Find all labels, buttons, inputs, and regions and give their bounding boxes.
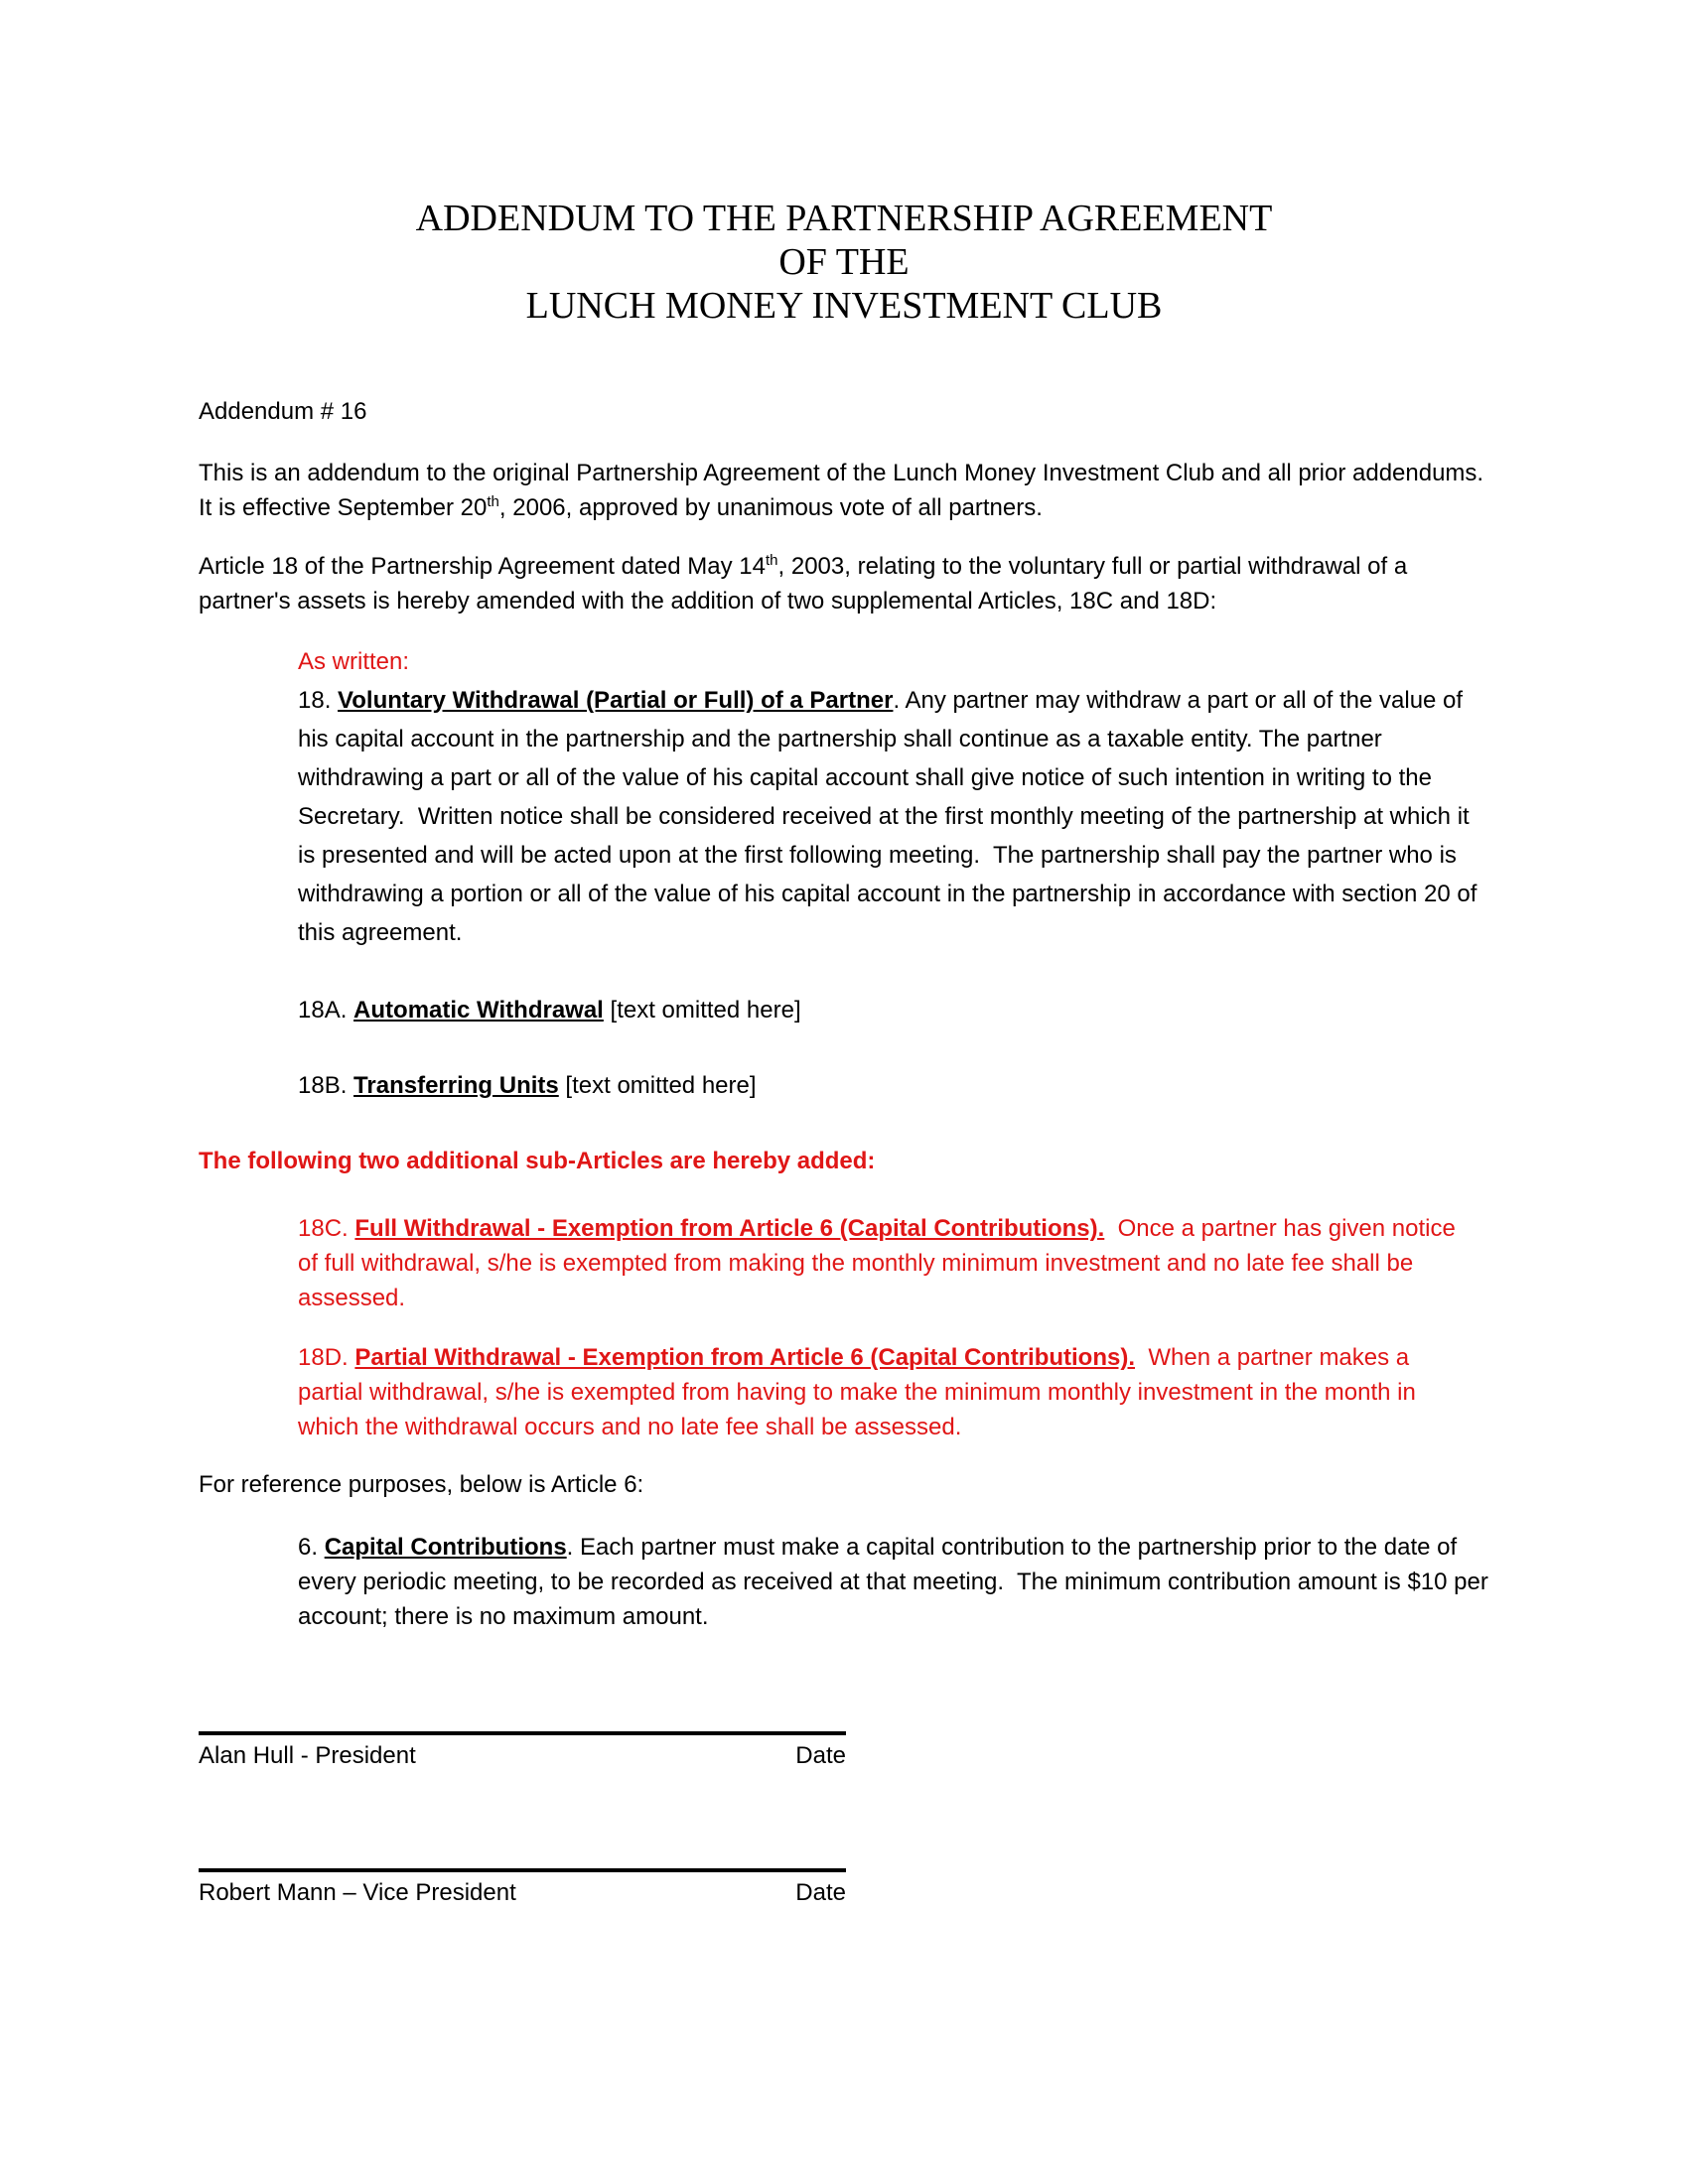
paragraph-amendment-text-after: , 2003, relating to the voluntary full or partial withdrawal of a partner's assets is hereby amended with the addition of two supplemental Articles, 18C and 18D: bbox=[199, 553, 1414, 614]
article-18b-number: 18B. bbox=[298, 1072, 354, 1099]
article-18d-heading: Partial Withdrawal - Exemption from Article 6 (Capital Contributions). bbox=[354, 1344, 1136, 1371]
addendum-number: Addendum # 16 bbox=[199, 398, 367, 425]
ordinal-superscript: th bbox=[766, 552, 778, 569]
signature-row bbox=[199, 1735, 846, 1773]
article-6-heading: Capital Contributions bbox=[324, 1534, 567, 1561]
signer-name-vice-president: Robert Mann – Vice President bbox=[199, 1879, 516, 1906]
paragraph-effective-text-after: , 2006, approved by unanimous vote of all partners. bbox=[498, 494, 1043, 521]
reference-line: For reference purposes, below is Article 6: bbox=[199, 1471, 644, 1498]
paragraph-effective-text: This is an addendum to the original Partnership Agreement of the Lunch Money Investment Club and all prior addendums. It is effective September 20 bbox=[199, 460, 1497, 521]
paragraph-amendment bbox=[199, 549, 1489, 618]
ordinal-superscript: th bbox=[487, 493, 499, 510]
article-6-body: . Each partner must make a capital contribution to the partnership prior to the date of every periodic meeting, to be recorded as received at that meeting. The minimum contribution amount is $10 per account; there is no maximum amount. bbox=[298, 1534, 1495, 1630]
added-subarticles-heading: The following two additional sub-Articles are hereby added: bbox=[199, 1148, 876, 1174]
article-18c-heading: Full Withdrawal - Exemption from Article 6 (Capital Contributions). bbox=[354, 1215, 1105, 1242]
article-18-body: . Any partner may withdraw a part or all of the value of his capital account in the partnership and the partnership shall continue as a taxable entity. The partner withdrawing a part or all of the value of his capital account shall give notice of such intention in writing to the Secretary. Written notice shall be considered received at the first monthly meeting of the partnership at which it is presented and will be acted upon at the first following meeting. The partnership shall pay the partner who is withdrawing a portion or all of the value of his capital account in the partnership in accordance with section 20 of this agreement. bbox=[298, 687, 1484, 946]
article-18a-line bbox=[298, 991, 1489, 1029]
article-18d-paragraph bbox=[298, 1340, 1470, 1444]
article-18a-note: [text omitted here] bbox=[603, 997, 801, 1024]
article-18-number: 18. bbox=[298, 687, 339, 714]
article-18d-body: When a partner makes a partial withdrawal, s/he is exempted from having to make the minimum monthly investment in the month in which the withdrawal occurs and no late fee shall be assessed. bbox=[298, 1344, 1423, 1440]
signature-row bbox=[199, 1872, 846, 1910]
as-written-label: As written: bbox=[298, 648, 410, 675]
article-6-number: 6. bbox=[298, 1534, 325, 1561]
article-18c-number: 18C. bbox=[298, 1215, 355, 1242]
paragraph-amendment-text: Article 18 of the Partnership Agreement dated May 14 bbox=[199, 553, 766, 580]
paragraph-effective-date bbox=[199, 456, 1497, 525]
title-line-2: OF THE bbox=[778, 241, 910, 283]
title-line-3: LUNCH MONEY INVESTMENT CLUB bbox=[525, 285, 1163, 327]
date-label: Date bbox=[795, 1742, 846, 1769]
date-label: Date bbox=[795, 1879, 846, 1906]
article-18-paragraph bbox=[298, 681, 1489, 952]
article-6-paragraph bbox=[298, 1530, 1495, 1634]
article-18b-line bbox=[298, 1066, 1489, 1105]
article-18d-number: 18D. bbox=[298, 1344, 355, 1371]
signer-name-president: Alan Hull - President bbox=[199, 1742, 416, 1769]
title-line-1: ADDENDUM TO THE PARTNERSHIP AGREEMENT bbox=[415, 198, 1273, 239]
article-18b-heading: Transferring Units bbox=[353, 1072, 559, 1099]
as-written-section bbox=[298, 642, 1489, 952]
document-title bbox=[199, 197, 1489, 328]
signature-block-president bbox=[199, 1731, 846, 1773]
article-18a-heading: Automatic Withdrawal bbox=[353, 997, 604, 1024]
article-18-heading: Voluntary Withdrawal (Partial or Full) of a Partner bbox=[338, 687, 894, 714]
article-18c-paragraph bbox=[298, 1211, 1470, 1315]
signature-block-vice-president bbox=[199, 1868, 846, 1910]
article-18c-body: Once a partner has given notice of full withdrawal, s/he is exempted from making the monthly minimum investment and no late fee shall be assessed. bbox=[298, 1215, 1463, 1311]
article-18a-number: 18A. bbox=[298, 997, 354, 1024]
article-18b-note: [text omitted here] bbox=[558, 1072, 757, 1099]
